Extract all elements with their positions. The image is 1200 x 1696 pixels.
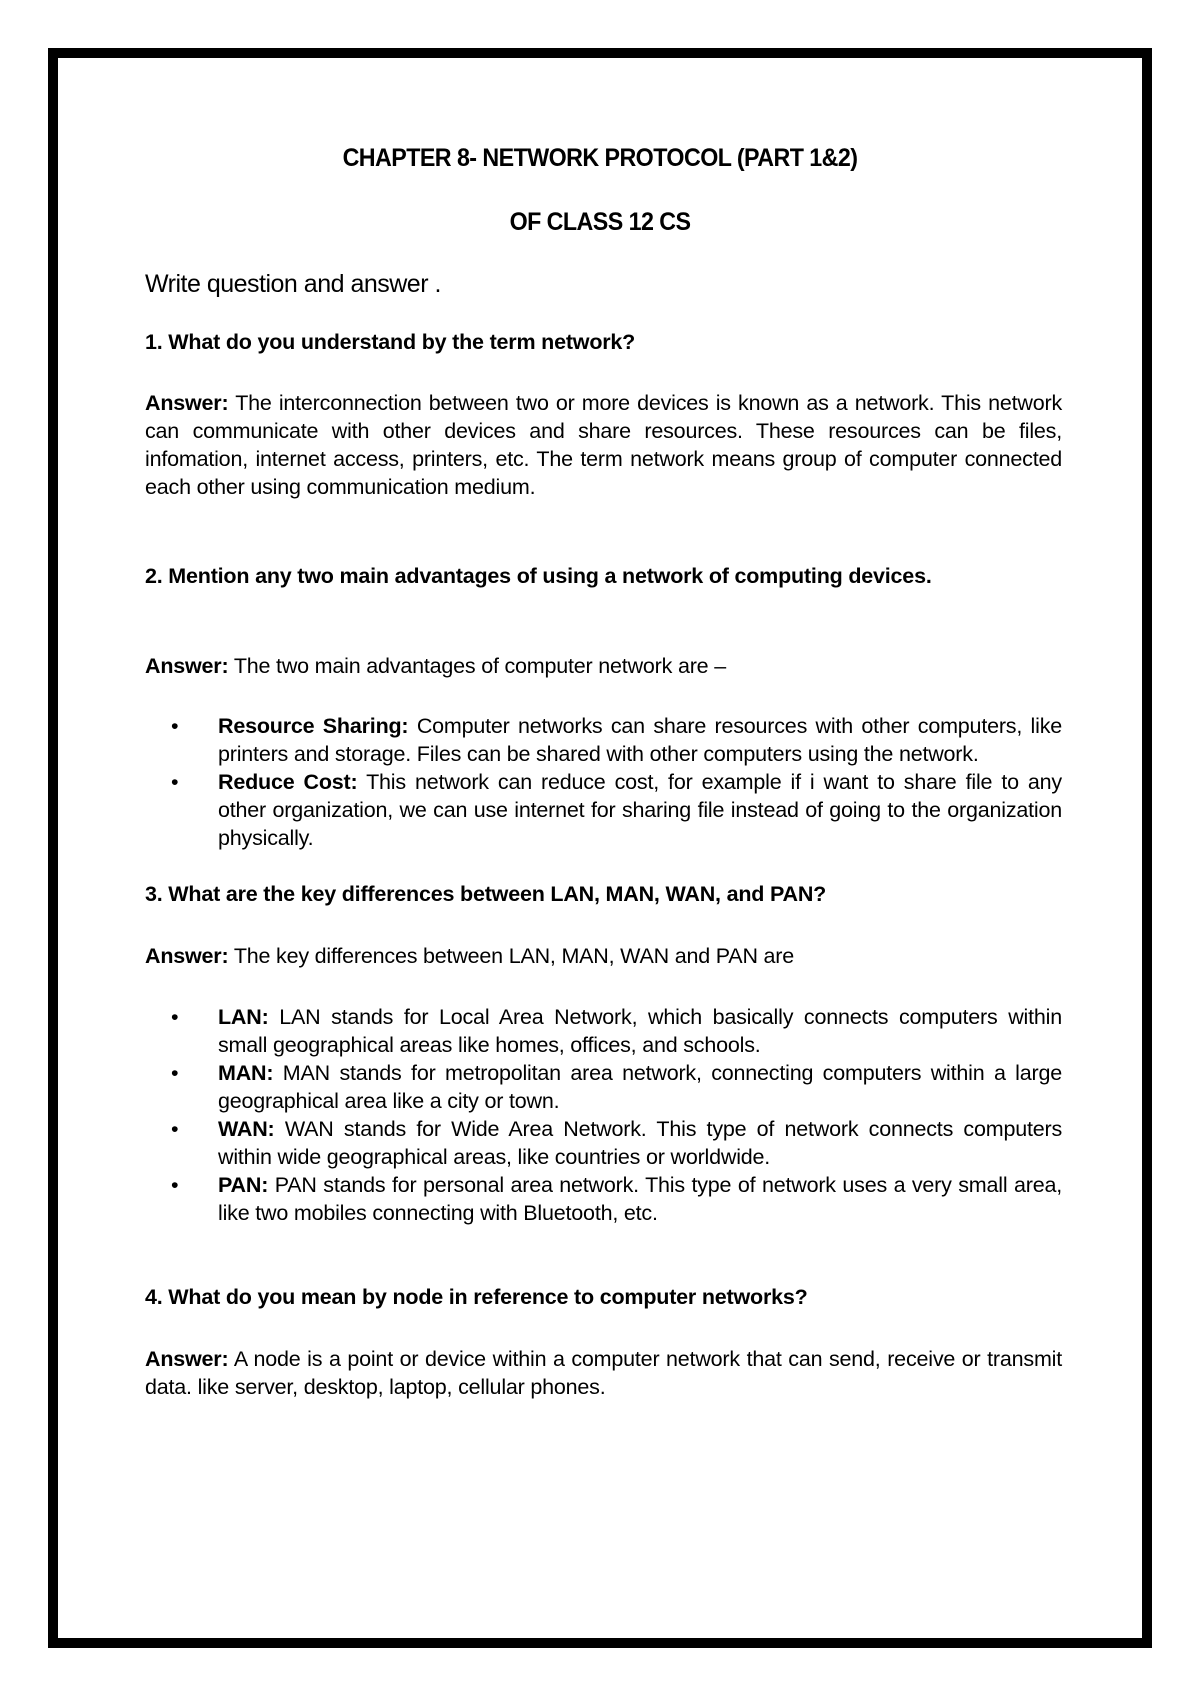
- answer-label: Answer:: [145, 944, 229, 968]
- answer-label: Answer:: [145, 391, 229, 415]
- list-item: • WAN: WAN stands for Wide Area Network. This type of network connects computers within wide geographical areas, like countries or worldwide.: [171, 1117, 1062, 1169]
- list-item: • LAN: LAN stands for Local Area Network, which basically connects computers within small geographical areas like homes, offices, and schools.: [171, 1005, 1062, 1057]
- answer-3: [145, 942, 1062, 970]
- answer-1: [145, 389, 1062, 501]
- class-subtitle: OF CLASS 12 CS: [509, 208, 691, 236]
- advantages-list: [145, 712, 1062, 852]
- list-item: • PAN: PAN stands for personal area network. This type of network uses a very small area, like two mobiles connecting with Bluetooth, etc.: [171, 1173, 1062, 1225]
- answer-text: A node is a point or device within a computer network that can send, receive or transmit data. like server, desktop, laptop, cellular phones.: [145, 1347, 1062, 1399]
- answer-text: The two main advantages of computer network are –: [228, 654, 726, 678]
- list-item: • Resource Sharing: Computer networks can share resources with other computers, like printers and storage. Files can be shared with other computers using the network.: [171, 714, 1062, 766]
- network-types-list: [145, 1003, 1062, 1227]
- list-item: • MAN: MAN stands for metropolitan area network, connecting computers within a large geographical area like a city or town.: [171, 1061, 1062, 1113]
- question-1: 1. What do you understand by the term network?: [145, 330, 636, 354]
- instruction-text: Write question and answer .: [145, 270, 441, 298]
- question-4: 4. What do you mean by node in reference to computer networks?: [145, 1285, 808, 1309]
- question-2: 2. Mention any two main advantages of using a network of computing devices.: [145, 564, 932, 588]
- bullet-icon: •: [171, 1117, 179, 1141]
- answer-2: [145, 652, 1062, 680]
- bullet-icon: •: [171, 1061, 179, 1085]
- answer-label: Answer:: [145, 654, 229, 678]
- answer-4: [145, 1345, 1062, 1401]
- list-item: • Reduce Cost: This network can reduce cost, for example if i want to share file to any other organization, we can use internet for sharing file instead of going to the organization physically.: [171, 770, 1062, 850]
- bullet-icon: •: [171, 1005, 179, 1029]
- answer-text: The interconnection between two or more devices is known as a network. This network can communicate with other devices and share resources. These resources can be files, infomation, internet access, printers, etc. The term network means group of computer connected each other using communication medium.: [145, 391, 1062, 499]
- bullet-icon: •: [171, 770, 179, 794]
- answer-text: The key differences between LAN, MAN, WAN and PAN are: [228, 944, 795, 968]
- bullet-icon: •: [171, 714, 179, 738]
- answer-label: Answer:: [145, 1347, 229, 1371]
- bullet-icon: •: [171, 1173, 179, 1197]
- chapter-title: CHAPTER 8- NETWORK PROTOCOL (PART 1&2): [342, 144, 858, 172]
- question-3: 3. What are the key differences between LAN, MAN, WAN, and PAN?: [145, 882, 827, 906]
